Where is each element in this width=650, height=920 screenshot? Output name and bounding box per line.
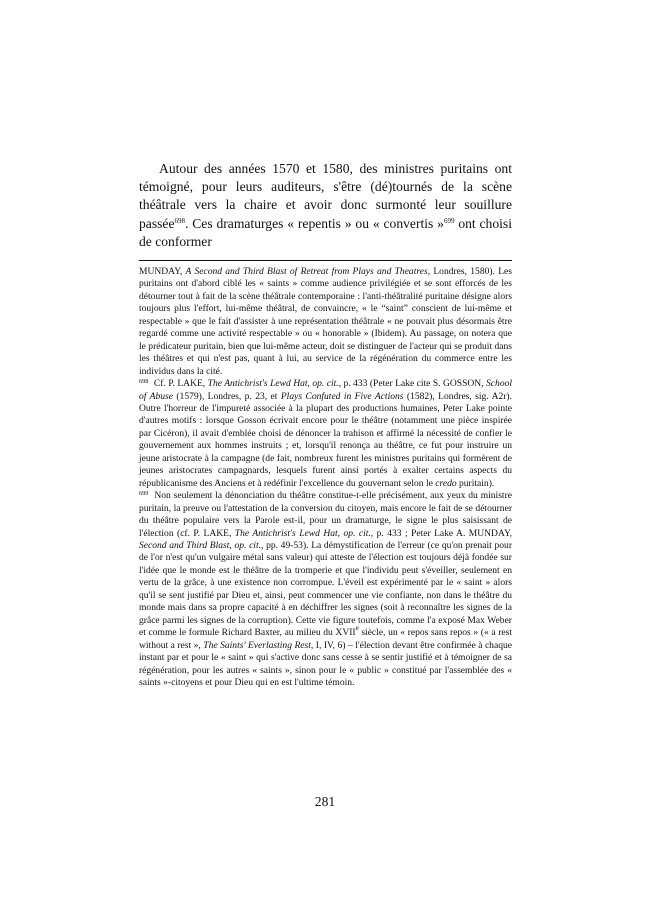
- page-number: 281: [314, 794, 336, 809]
- footnote-698: $^{698}$ Cf. P. LAKE, The Antichrist's Lewd Hat, op. cit., p. 433 (Peter Lake cite S. GOSSON, School of Abuse (1579), Londres, p. 23, et Plays Confuted in Five Actions (1582), Londres, sig. A2r). Outre l'horreur de l'impureté associée à la plupart des productions humaines, Peter Lake pointe d'autres motifs : lorsque Gosson écrivait encore pour le théâtre (notamment une pièce inspirée par Cicéron), il avait d'emblée choisi de dénoncer la trahison et affirmé la nécessité de confier le gouvernement aux hommes instruits ; et, lorsqu'il renonça au théâtre, ce fut pour instruire un jeune aristocrate à la campagne (de fait, nombreux furent les ministres puritains qui formèrent de jeunes aristocrates campagnards, lesquels furent ainsi portés à exalter certains aspects du républicanisme des Anciens et à redéfinir l'excellence du gouvernant selon le credo puritain).: [139, 377, 513, 489]
- footnote-699: $^{699}$ Non seulement la dénonciation du théâtre constitue-t-elle précisément, aux yeux du ministre puritain, la preuve ou l'attestation de la conversion du citoyen, mais encore le fait de se détourner du théâtre populaire vers la Parole est-il, pour un dramaturge, le signe le plus saisissant de l'élection (cf. P. LAKE, The Antichrist's Lewd Hat, op. cit., p. 433 ; Peter Lake A. MUNDAY, Second and Third Blast, op. cit., pp. 49-53). La démystification de l'erreur (ce qu'on prenait pour de l'or n'est qu'un vulgaire métal sans valeur) qui atteste de l'élection est toujours déjà fondée sur l'idée que le monde est le théâtre de la tromperie et que l'individu peut s'éveiller, seulement en vertu de la grâce, à une existence non corrompue. L'éveil est expérimenté par le « saint » alors qu'il se sent justifié par Dieu et, ainsi, peut commencer une vie confiante, non dans le théâtre du monde mais dans sa propre capacité à en déchiffrer les signes (soit à reconnaître les signes de la grâce parmi les signes de la corruption). Cette vie figure toutefois, comme l'a exposé Max Weber et comme le formule Richard Baxter, au milieu du XVIIe siècle, un « repos sans repos » (« a rest without a rest », The Saints' Everlasting Rest, I, IV, 6) – l'élection devant être confirmée à chaque instant par et pour le « saint » qui s'active donc sans cesse à se sentir justifié et à témoigner de sa régénération, pour les autres « saints », sinon pour le « public » constitué par l'assemblée des « saints »-citoyens et pour Dieu qui en est l'ultime témoin.: [139, 489, 513, 688]
- footnote-ref-699[interactable]: 699: [443, 216, 455, 225]
- footnote-continued: MUNDAY, A Second and Third Blast of Retreat from Plays and Theatres, Londres, 1580). Les puritains ont d'abord ciblé les « saints » comme audience privilégiée et se sont efforcés de les détourner tout à fait de la scène théâtrale contemporaine : l'anti-théâtralité puritaine désigne alors toujours plus l'effort, lui-même théâtral, de convaincre, « le “saint” conscient de lui-même et respectable » que le fait d'assister à une représentation théâtrale « ne pouvait plus désormais être regardé comme une activité respectable » ou « honorable » (Ibidem). Au passage, on notera que le prédicateur puritain, bien que lui-même acteur, doit se distinguer de l'acteur qui se produit dans les théâtres et qui n'est pas, quant à lui, au service de la régénération du commerce entre les individus dans la cité.: [139, 266, 512, 377]
- body-text: Autour des années 1570 et 1580, des ministres puritains ont témoigné, pour leurs auditeurs, s'être (dé)tournés de la scène théâtrale vers la chaire et avoir donc surmonté leur souillure passée: [139, 161, 512, 231]
- footnote-separator: [139, 260, 512, 261]
- footnote-ref-698[interactable]: 698: [174, 216, 185, 225]
- footnote-number: 698: [139, 377, 149, 385]
- footnote-number: 699: [139, 489, 149, 497]
- body-paragraph: [139, 160, 512, 251]
- page-content: [139, 160, 512, 689]
- body-text: . Ces dramaturges « repentis » ou « convertis »: [184, 215, 444, 231]
- body-text: ont choisi de conformer: [139, 215, 512, 249]
